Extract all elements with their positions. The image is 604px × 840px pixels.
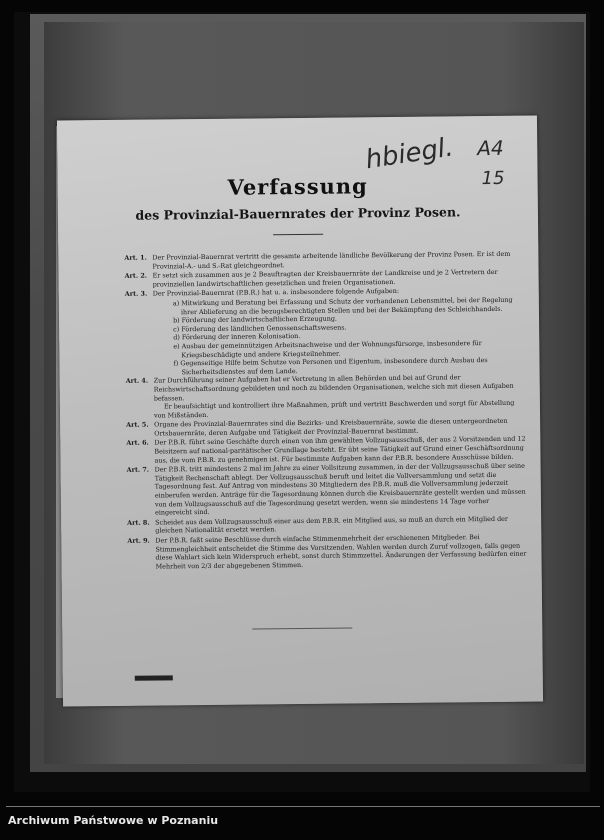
article-number: Art. 5. (126, 420, 149, 430)
article-text: Der Provinzial-Bauernrat (P.B.R.) hat u. a. insbesondere folgende Aufgaben: (152, 287, 400, 298)
article-text: Der P.B.R. tritt mindestens 2 mal im Jahre zu einer Vollsitzung zusammen, in der der Vollzugsausschuß über seine Tätigkeit Rechenschaft ablegt. Der Vollzugsausschuß beruft und leitet die Vollversammlung und setzt die Tagesordnung fest. Auf Antrag von mindestens 30 Mitgliedern des P.B.R. muß die Vollversammlung jederzeit einberufen werden. Anträge für die Tagesordnung können durch die Kreisbauernräte gestellt werden und müssen von dem Vollzugsausschuß auf die Tagesordnung gesetzt werden, wenn sie mindestens 14 Tage vorher eingereicht sind. (154, 461, 526, 517)
article-text: Organe des Provinzial-Bauernrates sind die Bezirks- und Kreisbauernräte, sowie die diesen untergeordneten Ortsbauernräte, deren Aufgabe und Tätigkeit der Provinzial-Bauernrat bestimmt. (154, 417, 508, 438)
article-number: Art. 8. (127, 518, 150, 527)
list-item: d) Förderung der inneren Kolonisation. (173, 332, 301, 342)
closing-divider (252, 627, 352, 629)
document-page (57, 116, 543, 707)
article-6 (126, 435, 526, 465)
handwritten-page-number: 15 (481, 167, 505, 190)
article-number: Art. 1. (124, 253, 147, 262)
article-text-continuation: Er beaufsichtigt und kontrolliert ihre Maßnahmen, prüft und vertritt Beschwerden und sorgt für Abstellung von Mißständen. (153, 398, 515, 420)
article-text: Scheidet aus dem Vollzugsausschuß einer aus dem P.B.R. ein Mitglied aus, so muß an durch ein Mitglied der gleichen Nationalität ersetzt werden. (155, 514, 509, 535)
article-number: Art. 6. (126, 439, 149, 448)
archive-credit: Archiwum Państwowe w Poznaniu (8, 814, 219, 827)
document-body (124, 250, 527, 573)
list-item: b) Förderung der landwirtschaftlichen Erzeugung. (173, 314, 337, 325)
handwritten-signature-number: A4 (477, 135, 504, 161)
article-text: Der P.B.R. faßt seine Beschlüsse durch einfache Stimmenmehrheit der erschienenen Mitglieder. Bei Stimmengleichheit entscheidet die Stimme des Vorsitzenden. Wahlen werden durch Zuruf vollzogen, falls gegen diese Wahlart sich kein Widerspruch erhebt, sonst durch Stimmzettel. Änderungen der Verfassung bedürfen einer Mehrheit von 2/3 der abgegebenen Stimmen. (155, 533, 527, 571)
article-text: Er setzt sich zusammen aus je 2 Beauftragten der Kreisbauernräte der Landkreise und je 2 Vertretern der provinziellen landwirtschaftlichen gesetzlichen und freien Organisationen. (152, 268, 498, 289)
article-number: Art. 4. (125, 376, 149, 386)
list-item: f) Gegenseitige Hilfe beim Schutze von Personen und Eigentum, insbesondere durch Ausbau des Sicherheitsdienstes auf dem Lande. (173, 356, 488, 376)
list-item: a) Mitwirkung und Beratung bei Erfassung und Schutz der vorhandenen Lebensmittel, bei der Regelung ihrer Ablieferung an die bezugsberechtigten Stellen und bei der Bekämpfung des Schleichhandels. (172, 295, 513, 316)
article-number: Art. 7. (126, 465, 150, 475)
list-item: e) Ausbau der gemeinnützigen Arbeitsnachweise und der Wohnungsfürsorge, insbesondere für Kriegsbeschädigte und andere Kriegsteilnehmer. (173, 339, 482, 359)
document-title: Verfassung (227, 173, 368, 200)
article-text: Zur Durchführung seiner Aufgaben hat er Vertretung in allen Behörden und bei auf Grund der Reichswirtschaftsordnung gebildeten und noch zu bildenden Organisationen, welche sich mit diesen Aufgaben befassen. (153, 373, 514, 403)
article-3-list (125, 296, 526, 378)
footer-divider (6, 806, 600, 807)
document-subtitle: des Provinzial-Bauernrates der Provinz Posen. (135, 204, 461, 223)
article-9 (127, 533, 527, 572)
article-text: Der Provinzial-Bauernrat vertritt die gesamte arbeitende ländliche Bevölkerung der Provinz Posen. Er ist dem Provinzial-A.- und S.-Rat gleichgeordnet. (152, 249, 511, 271)
article-7 (127, 462, 528, 518)
printer-mark (135, 675, 173, 680)
handwritten-note: hbiegl. (363, 132, 456, 176)
article-number: Art. 3. (124, 289, 148, 299)
article-text: Der P.B.R. führt seine Geschäfte durch einen von ihm gewählten Vollzugsausschuß, der aus 2 Vorsitzenden und 12 Beisitzern auf national-paritätischer Grundlage besteht. Er übt seine Tätigkeit auf Grund einer Geschäftsordnung aus, die vom P.B.R. zu genehmigen ist. Für bestimmte Aufgaben kann der P.B.R. besondere Ausschüsse bilden. (154, 435, 526, 465)
article-number: Art. 2. (124, 271, 148, 281)
list-item: c) Förderung des ländlichen Genossenschaftswesens. (173, 323, 347, 334)
title-divider (273, 234, 323, 236)
article-4 (126, 373, 526, 420)
article-number: Art. 9. (127, 536, 150, 545)
